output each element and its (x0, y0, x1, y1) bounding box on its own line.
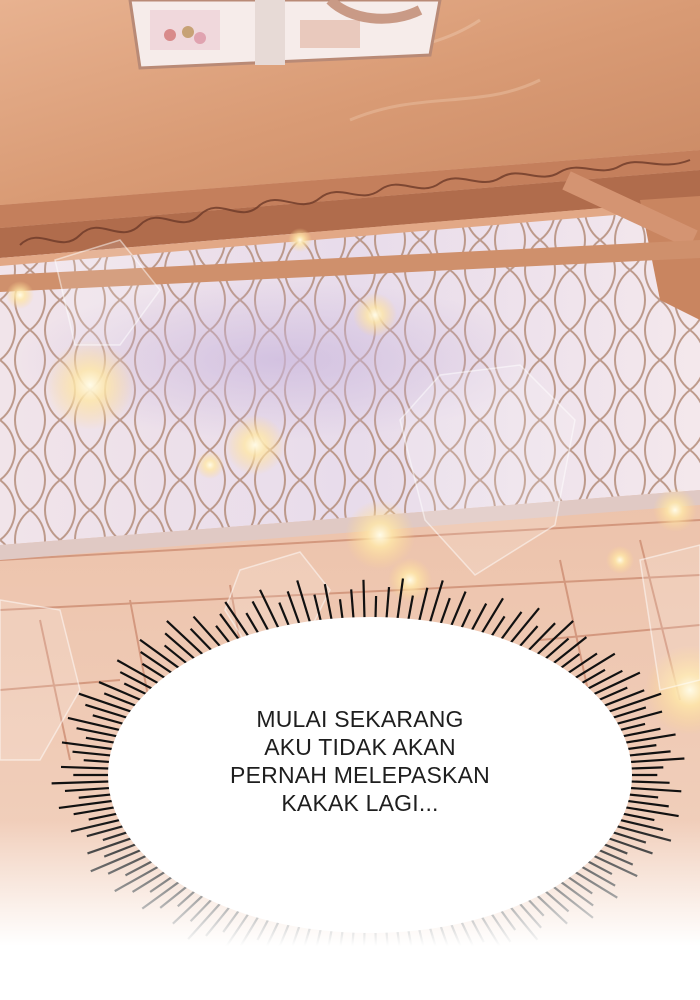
bubble-spike (68, 718, 127, 732)
speech-line-4: KAKAK LAGI... (281, 790, 439, 816)
speech-line-3: PERNAH MELEPASKAN (230, 762, 490, 788)
bubble-spike (59, 800, 120, 808)
speech-line-1: MULAI SEKARANG (256, 706, 464, 732)
speech-line-2: AKU TIDAK AKAN (264, 734, 456, 760)
bubble-spike (623, 758, 684, 762)
bottom-fade (0, 820, 700, 1000)
bubble-spike (61, 767, 116, 769)
bubble-spike (62, 742, 120, 750)
speech-bubble-text (175, 705, 545, 817)
bubble-spike (52, 781, 117, 783)
bubble-spike (623, 788, 681, 792)
